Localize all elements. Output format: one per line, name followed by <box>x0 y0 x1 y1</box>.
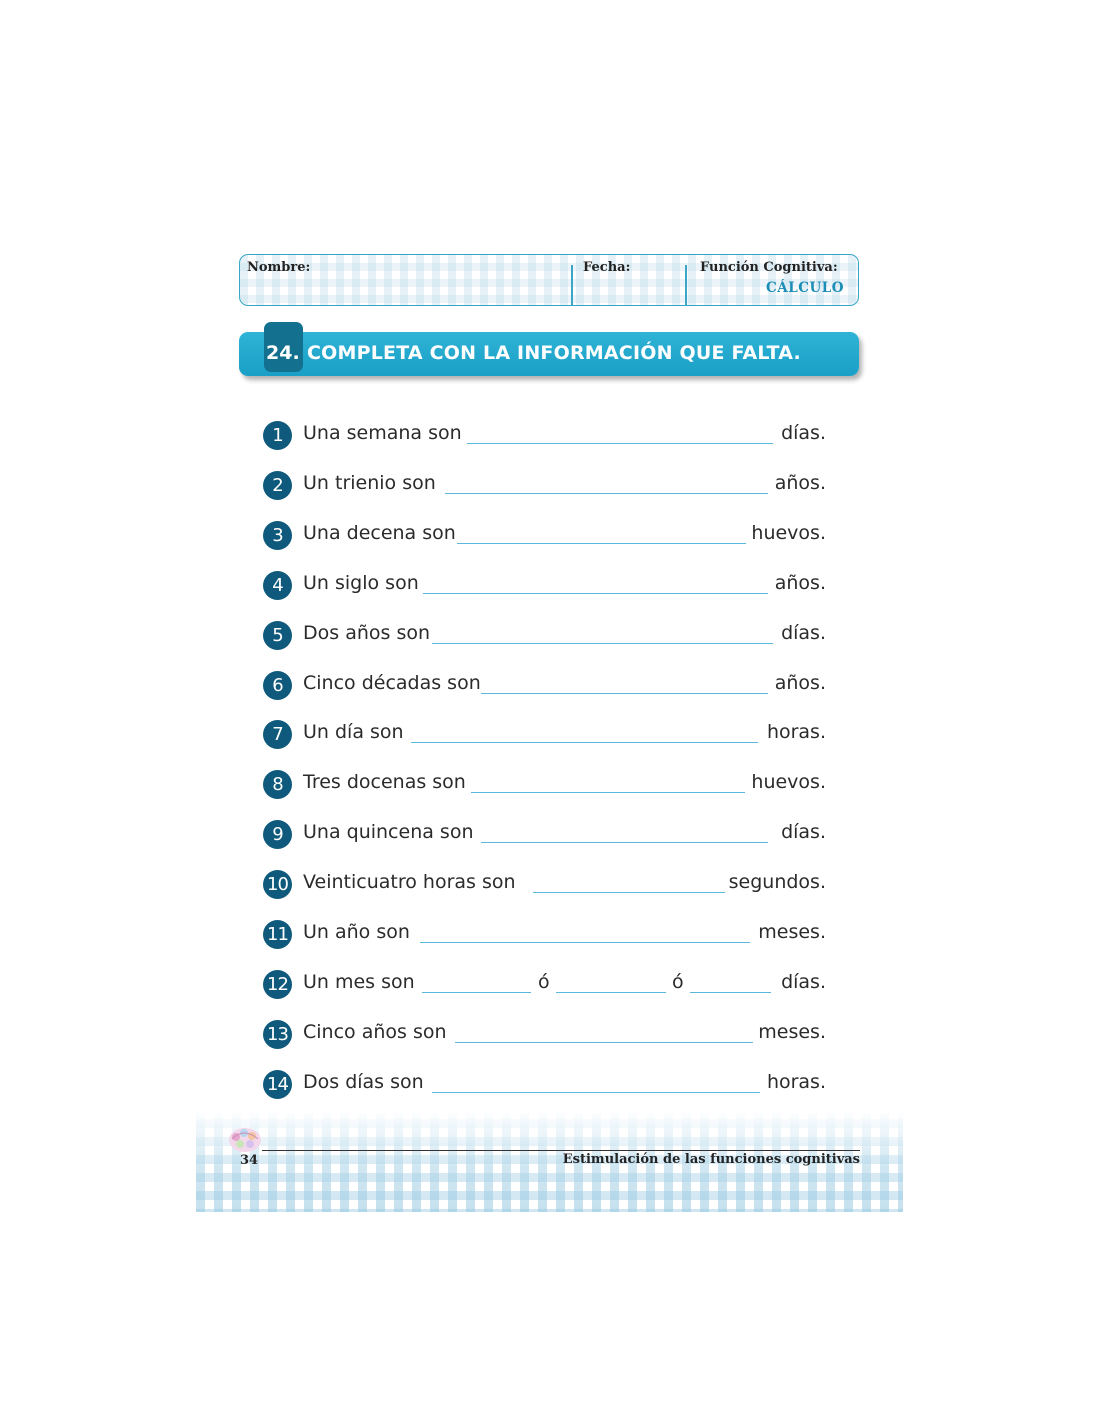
exercise-item <box>263 720 826 750</box>
function-value: CÁLCULO <box>766 280 844 296</box>
exercise-item <box>263 671 826 701</box>
answer-blank[interactable] <box>445 493 768 494</box>
answer-blank[interactable] <box>420 942 750 943</box>
item-text: Una quincena son <box>303 821 474 844</box>
name-label: Nombre: <box>247 260 311 275</box>
item-text: Dos días son <box>303 1070 424 1093</box>
item-number-badge: 10 <box>263 870 292 899</box>
exercise-item <box>263 1020 826 1050</box>
item-number-badge: 8 <box>263 770 292 799</box>
item-text: Un mes son <box>303 970 415 993</box>
answer-blank[interactable] <box>533 892 725 893</box>
exercise-item <box>263 770 826 800</box>
worksheet-header <box>239 254 859 306</box>
item-text: Tres docenas son <box>303 771 466 794</box>
item-unit: horas. <box>766 1070 826 1093</box>
exercise-item <box>263 421 826 451</box>
answer-blank[interactable] <box>411 742 758 743</box>
page-number: 34 <box>240 1153 259 1168</box>
item-unit: años. <box>774 471 826 494</box>
or-separator: ó <box>672 970 684 993</box>
item-text: Veinticuatro horas son <box>303 871 516 894</box>
answer-blank[interactable] <box>455 1042 753 1043</box>
item-number-badge: 1 <box>263 421 292 450</box>
item-text: Dos años son <box>303 621 431 644</box>
exercise-item <box>263 920 826 950</box>
item-unit: días. <box>781 970 826 993</box>
item-text: Un trienio son <box>303 471 436 494</box>
item-number-badge: 12 <box>263 970 292 999</box>
answer-blank[interactable] <box>467 443 773 444</box>
answer-blank[interactable] <box>422 992 531 993</box>
book-title: Estimulación de las funciones cognitivas <box>562 1152 860 1167</box>
item-unit: días. <box>781 422 826 444</box>
exercise-title: COMPLETA CON LA INFORMACIÓN QUE FALTA. <box>307 342 801 364</box>
answer-blank[interactable] <box>471 792 745 793</box>
item-unit: meses. <box>758 1020 826 1043</box>
answer-blank[interactable] <box>432 1092 760 1093</box>
item-text: Cinco décadas son <box>303 671 481 694</box>
item-unit: años. <box>774 671 826 694</box>
item-number-badge: 6 <box>263 671 292 700</box>
exercise-number: 24. <box>266 342 300 364</box>
item-number-badge: 13 <box>263 1020 292 1049</box>
item-number-badge: 3 <box>263 521 292 550</box>
footer-rule <box>262 1150 860 1151</box>
item-unit: años. <box>774 571 826 594</box>
exercise-item <box>263 571 826 601</box>
item-number-badge: 14 <box>263 1070 292 1099</box>
or-separator: ó <box>538 970 550 993</box>
exercise-item <box>263 1070 826 1100</box>
answer-blank[interactable] <box>690 992 771 993</box>
item-text: Una decena son <box>303 521 456 544</box>
item-text: Un siglo son <box>303 571 419 594</box>
answer-blank[interactable] <box>556 992 666 993</box>
answer-blank[interactable] <box>457 543 746 544</box>
answer-blank[interactable] <box>481 693 768 694</box>
item-unit: horas. <box>766 721 826 744</box>
item-unit: segundos. <box>728 871 826 894</box>
item-unit: huevos. <box>751 771 826 794</box>
answer-blank[interactable] <box>432 643 773 644</box>
item-text: Un día son <box>303 721 404 744</box>
exercise-item <box>263 521 826 551</box>
header-divider <box>571 265 573 305</box>
header-divider <box>685 265 687 305</box>
exercise-item <box>263 870 826 900</box>
item-unit: días. <box>781 621 826 644</box>
item-number-badge: 4 <box>263 571 292 600</box>
item-text: Un año son <box>303 921 410 943</box>
item-unit: huevos. <box>751 521 826 544</box>
item-text: Cinco años son <box>303 1020 447 1043</box>
exercise-item <box>263 621 826 651</box>
exercise-item <box>263 820 826 850</box>
answer-blank[interactable] <box>423 593 768 594</box>
answer-blank[interactable] <box>481 842 768 843</box>
item-number-badge: 2 <box>263 471 292 500</box>
item-number-badge: 7 <box>263 720 292 749</box>
item-number-badge: 9 <box>263 820 292 849</box>
item-number-badge: 11 <box>263 920 292 949</box>
item-number-badge: 5 <box>263 621 292 650</box>
exercise-item <box>263 471 826 501</box>
exercise-item <box>263 970 826 1000</box>
item-unit: días. <box>781 821 826 844</box>
function-label: Función Cognitiva: <box>700 260 838 275</box>
item-unit: meses. <box>758 921 826 943</box>
date-label: Fecha: <box>583 260 631 275</box>
item-text: Una semana son <box>303 422 462 444</box>
